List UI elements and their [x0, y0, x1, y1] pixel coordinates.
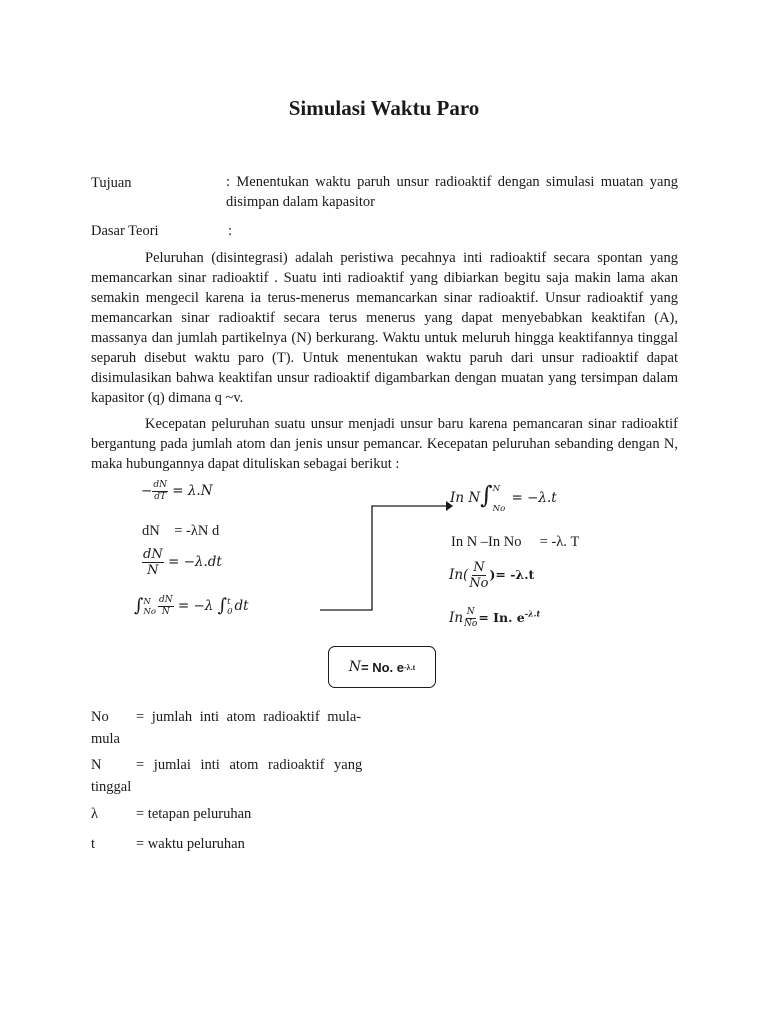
definition-no: No = jumlah inti atom radioaktif mula-mula: [91, 709, 362, 747]
dasar-teori-colon: :: [228, 223, 233, 239]
equation-left-4: ∫ N No $\frac{dN}{N}$ = −λ ∫ t 0 dt: [134, 595, 249, 617]
equation-left-2: dN = -λN d: [142, 523, 220, 539]
tujuan-text: : Menentukan waktu paruh unsur radioaktif dengan simulasi muatan yang disimpan dalam kapasitor: [226, 174, 678, 210]
result-box: N = No. e -λ.t: [328, 646, 436, 688]
equation-right-3: In( $\frac{N}{No}$ )= -λ.t: [449, 560, 535, 591]
equation-right-2: In N –In No = -λ. T: [451, 534, 580, 550]
paragraph-peluruhan: Peluruhan (disintegrasi) adalah peristiwa pecahnya inti radioaktif secara spontan yang memancarkan sinar radioaktif . Suatu inti radioaktif yang dibiarkan begitu saja makin lama akan semakin mengecil karena ia terus-menerus memancarkan sinar radioaktif. Unsur radioaktif yang memancarkan sinar radioaktif secara terus menerus yang dapat menyebabkan keaktifan (A), massanya dan jumlah partikelnya (N) berkurang. Waktu untuk meluruh hingga keaktifannya tinggal separuh disebut waktu paro (T). Untuk menentukan waktu paruh dari unsur radioaktif dapat disimulasikan bahwa keaktifan unsur radioaktif digambarkan dengan muatan yang tersimpan dalam kapasitor (q) dimana q ~v.: [91, 250, 678, 406]
definition-n: N = jumlai inti atom radioaktif yang tinggal: [91, 757, 363, 795]
tujuan-label: Tujuan: [91, 175, 132, 191]
page-title: Simulasi Waktu Paro: [288, 96, 480, 120]
equation-right-4: In $\frac{N}{No}$ = In. $e^{-\lambda.t}$: [449, 607, 541, 629]
equation-right-1: In N∫ N No = −λ.t: [450, 481, 557, 514]
paragraph-kecepatan: Kecepatan peluruhan suatu unsur menjadi unsur baru karena pemancaran sinar radioaktif bergantung pada jumlah atom dan jenis unsur pemancar. Kecepatan peluruhan sebanding dengan N, maka hubungannya dapat dituliskan sebagai berikut :: [91, 416, 678, 472]
arrow-connector: [318, 500, 453, 615]
equation-left-1: − $\frac{dN}{dT}$ = λ.N: [141, 480, 213, 502]
dasar-teori-label: Dasar Teori: [91, 223, 159, 239]
definition-lambda: λ = tetapan peluruhan: [91, 806, 252, 822]
definition-t: t = waktu peluruhan: [91, 836, 245, 852]
equation-left-3: $\frac{dN}{N}$ = −λ.dt: [143, 547, 222, 578]
